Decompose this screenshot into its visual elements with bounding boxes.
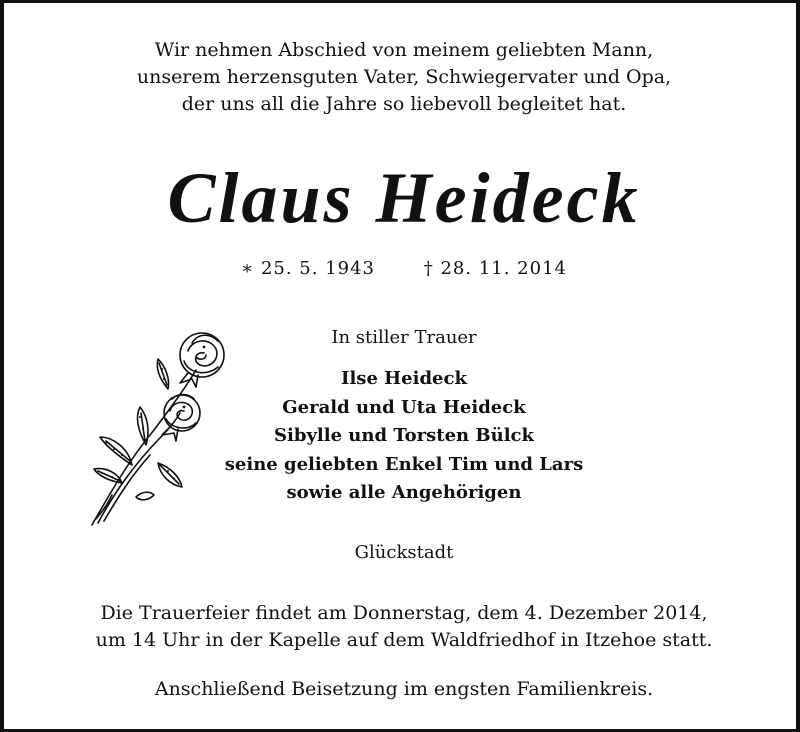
funeral-line-2: um 14 Uhr in der Kapelle auf dem Waldfriedhof in Itzehoe statt.	[95, 629, 713, 651]
birth-date: ∗ 25. 5. 1943	[241, 258, 376, 279]
funeral-line-1: Die Trauerfeier findet am Donnerstag, dem 4. Dezember 2014,	[100, 602, 708, 624]
mourner-line: seine geliebten Enkel Tim und Lars	[224, 453, 584, 475]
place-name: Glückstadt	[354, 542, 454, 563]
life-dates	[4, 257, 800, 281]
mourner-line: Ilse Heideck	[341, 368, 467, 389]
death-date: † 28. 11. 2014	[423, 258, 567, 279]
intro-line-2: unserem herzensguten Vater, Schwiegervater und Opa,	[136, 66, 672, 88]
funeral-notice	[4, 600, 800, 654]
mourners-list	[4, 365, 800, 508]
mourner-line: sowie alle Angehörigen	[286, 482, 522, 503]
mourning-label: In stiller Trauer	[331, 327, 477, 348]
intro-line-3: der uns all die Jahre so liebevoll begleitet hat.	[181, 93, 627, 115]
intro-text	[4, 37, 800, 118]
intro-line-1: Wir nehmen Abschied von meinem geliebten Mann,	[154, 39, 654, 61]
mourner-line: Gerald und Uta Heideck	[282, 396, 526, 418]
burial-notice: Anschließend Beisetzung im engsten Familienkreis.	[154, 678, 654, 700]
deceased-name: Claus Heideck	[167, 158, 641, 238]
mourner-line: Sibylle und Torsten Bülck	[274, 425, 534, 446]
